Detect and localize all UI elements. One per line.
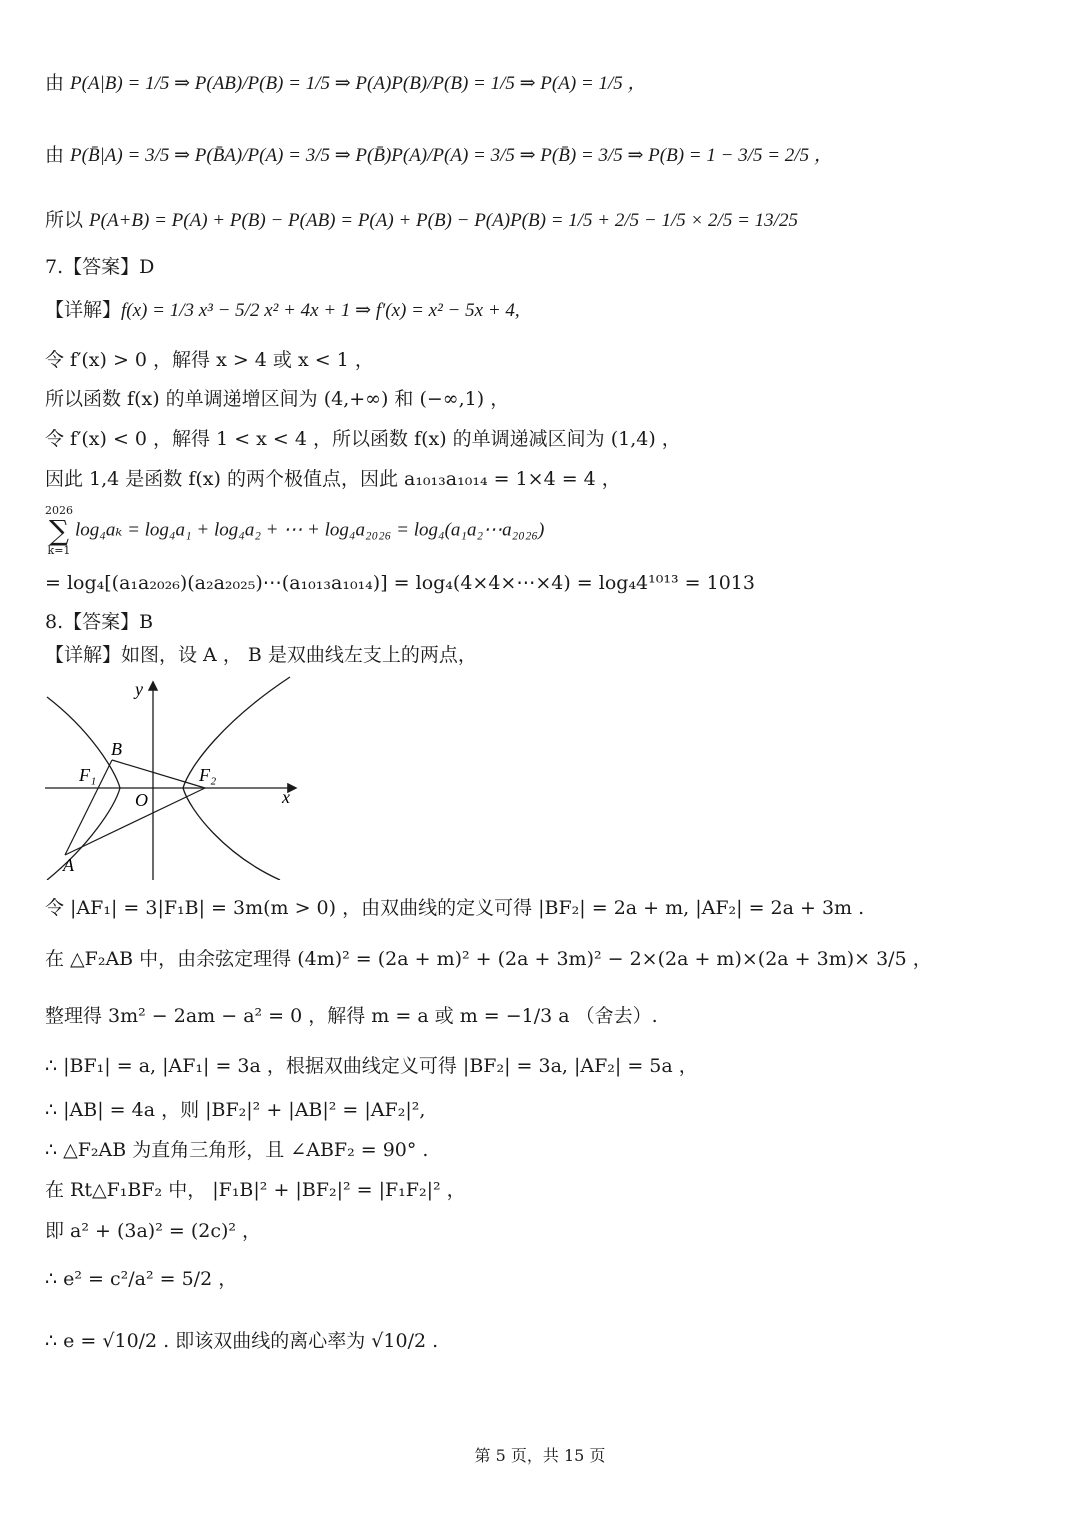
q7-line-6 bbox=[45, 505, 544, 556]
segment-BF2 bbox=[112, 760, 205, 788]
q7-line-6-math: log₄aₖ = log₄a₁ + log₄a₂ + ⋯ + log₄a₂₀₂₆ = log₄(a₁a₂⋯a₂₀₂₆) bbox=[75, 519, 545, 541]
q8-line-5: ∴ |BF₁| = a, |AF₁| = 3a ，根据双曲线定义可得 |BF₂| = 3a, |AF₂| = 5a ， bbox=[45, 1055, 698, 1077]
label-A: A bbox=[63, 855, 74, 875]
q8-detail-tag: 【详解】 bbox=[45, 644, 122, 666]
q8-line-11: ∴ e = √10/2 . 即该双曲线的离心率为 √10/2 . bbox=[45, 1330, 439, 1352]
q7-line-4: 令 f′(x) < 0 ，解得 1 < x < 4 ，所以函数 f(x) 的单调递减区间为 (1,4) ， bbox=[45, 428, 681, 450]
label-x: x bbox=[282, 787, 290, 807]
sum-bottom: k=1 bbox=[47, 543, 71, 557]
label-O: O bbox=[135, 790, 148, 810]
q7-detail-1 bbox=[45, 297, 520, 324]
q8-line-9: 即 a² + (3a)² = (2c)² ， bbox=[45, 1220, 262, 1242]
line-3 bbox=[45, 207, 798, 234]
sum-top: 2026 bbox=[45, 504, 73, 517]
line-1-pre: 由 bbox=[45, 72, 71, 94]
summation bbox=[45, 505, 73, 556]
q8-detail-text: 如图，设 A ， B 是双曲线左支上的两点， bbox=[121, 644, 477, 666]
q7-line-5: 因此 1,4 是函数 f(x) 的两个极值点，因此 a₁₀₁₃a₁₀₁₄ = 1×4 = 4 ， bbox=[45, 468, 621, 490]
q8-detail-1 bbox=[45, 642, 477, 668]
q8-line-3: 在 △F₂AB 中，由余弦定理得 (4m)² = (2a + m)² + (2a + 3m)² − 2×(2a + m)×(2a + 3m)× 3/5 ， bbox=[45, 948, 932, 970]
line-1-math: P(A|B) = 1/5 ⇒ P(AB)/P(B) = 1/5 ⇒ P(A)P(B)/P(B) = 1/5 ⇒ P(A) = 1/5 ， bbox=[70, 73, 647, 94]
q7-line-2: 令 f′(x) > 0 ，解得 x > 4 或 x < 1 ， bbox=[45, 349, 374, 371]
line-2 bbox=[45, 142, 833, 169]
q8-line-6: ∴ |AB| = 4a ，则 |BF₂|² + |AB|² = |AF₂|², bbox=[45, 1099, 426, 1121]
label-y: y bbox=[135, 679, 143, 699]
line-3-pre: 所以 bbox=[45, 209, 90, 231]
line-2-pre: 由 bbox=[45, 144, 71, 166]
q7-detail-tag: 【详解】 bbox=[45, 299, 122, 321]
sigma-icon: ∑ bbox=[49, 513, 69, 547]
label-F2: F₂ bbox=[199, 765, 217, 785]
q8-line-8: 在 Rt△F₁BF₂ 中， |F₁B|² + |BF₂|² = |F₁F₂|² ， bbox=[45, 1179, 466, 1201]
q7-line-3: 所以函数 f(x) 的单调递增区间为 (4,+∞) 和 (−∞,1) ， bbox=[45, 388, 510, 410]
line-2-math: P(B̄|A) = 3/5 ⇒ P(B̄A)/P(A) = 3/5 ⇒ P(B̄)P(A)/P(A) = 3/5 ⇒ P(B̄) = 3/5 ⇒ P(B) = 1 − 3/5 = 2/5 ， bbox=[70, 145, 833, 166]
label-F1: F₁ bbox=[79, 765, 97, 785]
q8-answer: 8.【答案】B bbox=[45, 611, 154, 633]
q7-line-7: = log₄[(a₁a₂₀₂₆)(a₂a₂₀₂₅)⋯(a₁₀₁₃a₁₀₁₄)] = log₄(4×4×⋯×4) = log₄4¹⁰¹³ = 1013 bbox=[45, 572, 755, 594]
q8-line-4: 整理得 3m² − 2am − a² = 0 ，解得 m = a 或 m = −1/3 a （舍去）. bbox=[45, 1005, 658, 1027]
q8-line-2: 令 |AF₁| = 3|F₁B| = 3m(m > 0) ，由双曲线的定义可得 |BF₂| = 2a + m, |AF₂| = 2a + 3m . bbox=[45, 897, 865, 919]
line-1 bbox=[45, 70, 647, 97]
label-B: B bbox=[111, 739, 122, 759]
q8-line-7: ∴ △F₂AB 为直角三角形，且 ∠ABF₂ = 90° . bbox=[45, 1139, 429, 1161]
line-3-math: P(A+B) = P(A) + P(B) − P(AB) = P(A) + P(B) − P(A)P(B) = 1/5 + 2/5 − 1/5 × 2/5 = 13/25 bbox=[89, 210, 798, 231]
page-footer: 第 5 页，共 15 页 bbox=[474, 1446, 606, 1465]
hyperbola-figure bbox=[45, 675, 305, 880]
q8-line-10: ∴ e² = c²/a² = 5/2 ， bbox=[45, 1268, 238, 1290]
q7-detail-math: f(x) = 1/3 x³ − 5/2 x² + 4x + 1 ⇒ f′(x) = x² − 5x + 4, bbox=[121, 300, 520, 321]
q7-answer: 7.【答案】D bbox=[45, 256, 155, 278]
